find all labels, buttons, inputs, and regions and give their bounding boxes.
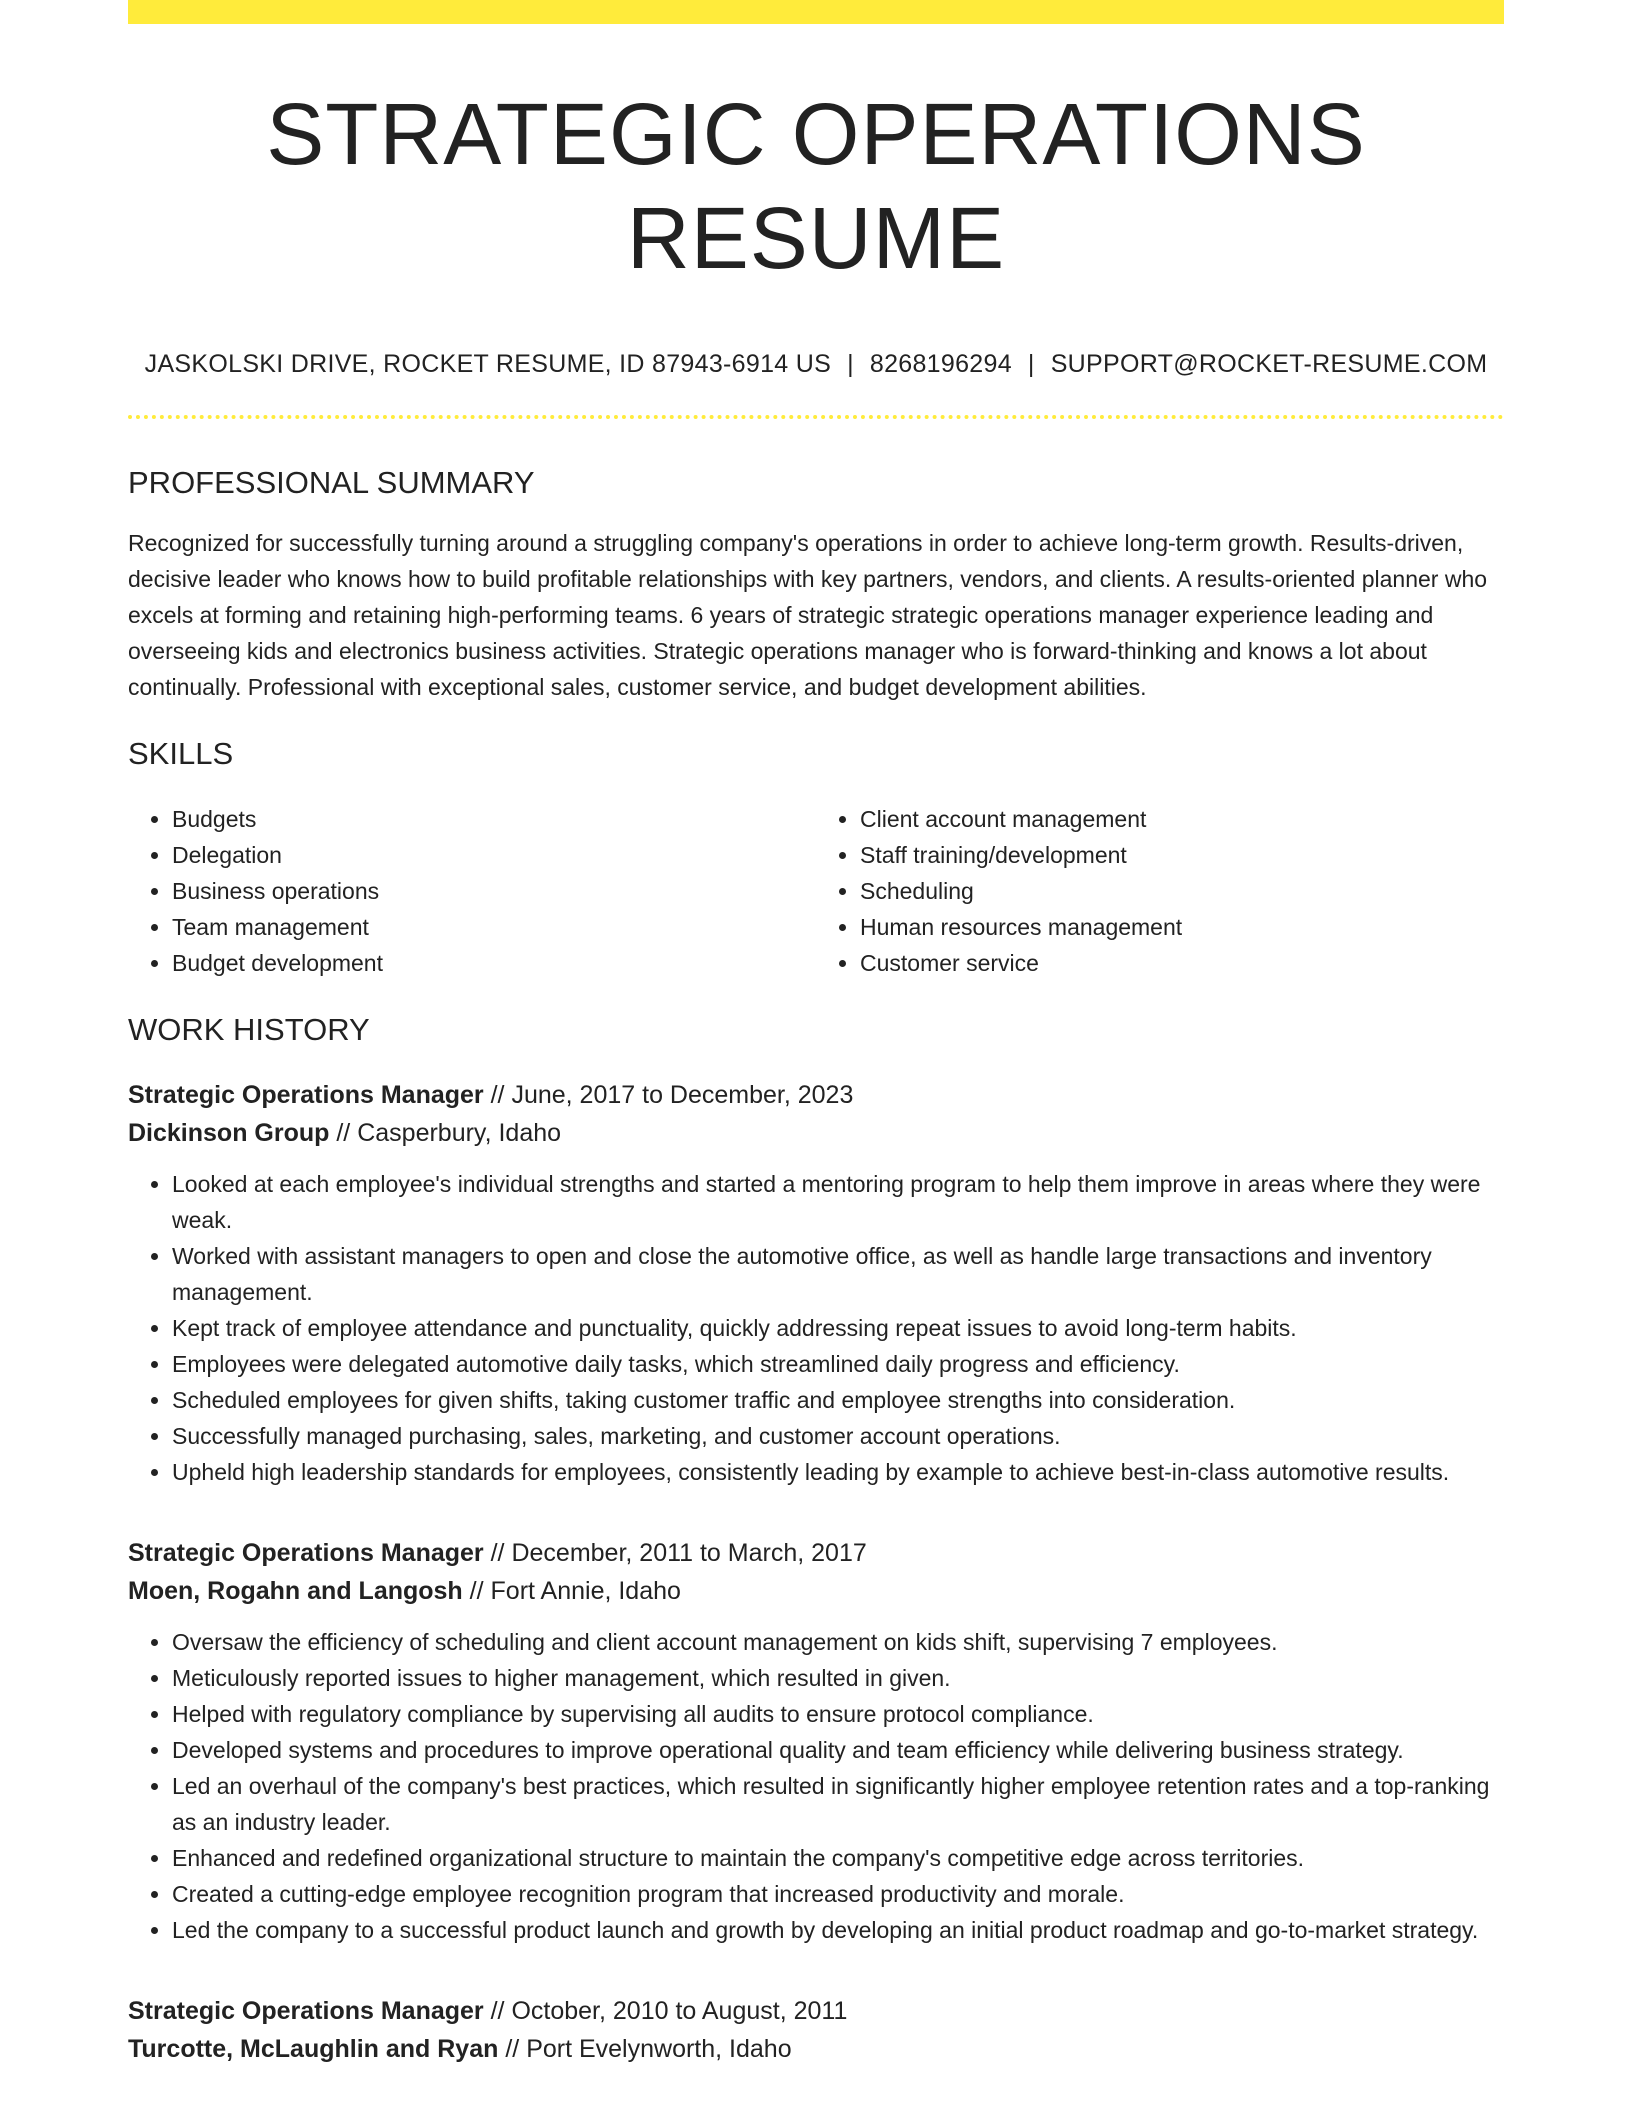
header-divider [128, 415, 1504, 419]
job-title: Strategic Operations Manager [128, 1538, 484, 1567]
job-dates: December, 2011 to March, 2017 [511, 1538, 867, 1567]
job-company: Dickinson Group [128, 1118, 330, 1147]
job-location: Casperbury, Idaho [357, 1118, 562, 1147]
job-entry [128, 1534, 1504, 1948]
skill-item: • Staff training/development [860, 837, 1504, 873]
job-title: Strategic Operations Manager [128, 1996, 484, 2025]
job-bullet: • Employees were delegated automotive daily tasks, which streamlined daily progress and efficiency. [172, 1346, 1504, 1382]
job-entry [128, 1076, 1504, 1490]
skill-item: • Scheduling [860, 873, 1504, 909]
job-dates: June, 2017 to December, 2023 [511, 1080, 854, 1109]
job-company-line [128, 1114, 1504, 1152]
skill-item: • Delegation [172, 837, 816, 873]
job-bullet: • Meticulously reported issues to higher management, which resulted in given. [172, 1660, 1504, 1696]
job-bullet: • Upheld high leadership standards for employees, consistently leading by example to achieve best-in-class automotive results. [172, 1454, 1504, 1490]
job-bullet: • Successfully managed purchasing, sales, marketing, and customer account operations. [172, 1418, 1504, 1454]
job-bullets [128, 1166, 1504, 1490]
contact-phone: 8268196294 [869, 349, 1012, 378]
job-bullet: • Enhanced and redefined organizational structure to maintain the company's competitive edge across territories. [172, 1840, 1504, 1876]
job-location: Port Evelynworth, Idaho [526, 2034, 792, 2063]
job-bullet: • Looked at each employee's individual strengths and started a mentoring program to help them improve in areas where they were weak. [172, 1166, 1504, 1238]
skill-item: • Budget development [172, 945, 816, 981]
job-bullets [128, 1624, 1504, 1948]
summary-text: Recognized for successfully turning around a struggling company's operations in order to achieve long-term growth. Results-driven, decisive leader who knows how to build profitable relationships with key partners, vendors, and clients. A results-oriented planner who excels at forming and retaining high-performing teams. 6 years of strategic strategic operations manager experience leading and overseeing kids and electronics business activities. Strategic operations manager who is forward-thinking and knows a lot about continually. Professional with exceptional sales, customer service, and budget development abilities. [128, 530, 1488, 701]
job-bullet: • Scheduled employees for given shifts, taking customer traffic and employee strengths into consideration. [172, 1382, 1504, 1418]
skills-column-right [816, 801, 1504, 981]
skills-list [128, 801, 1504, 981]
job-company: Turcotte, McLaughlin and Ryan [128, 2034, 499, 2063]
resume-title: STRATEGIC OPERATIONS RESUME [266, 86, 1366, 288]
job-title-line [128, 1534, 1504, 1572]
skill-item: • Team management [172, 909, 816, 945]
job-dates: October, 2010 to August, 2011 [511, 1996, 848, 2025]
contact-line [128, 348, 1504, 381]
job-bullet: • Helped with regulatory compliance by supervising all audits to ensure protocol compliance. [172, 1696, 1504, 1732]
job-location: Fort Annie, Idaho [490, 1576, 681, 1605]
job-separator: // [483, 1996, 512, 2025]
job-bullet: • Oversaw the efficiency of scheduling and client account management on kids shift, supervising 7 employees. [172, 1624, 1504, 1660]
top-accent-bar [128, 0, 1504, 24]
job-separator: // [462, 1576, 491, 1605]
job-separator: // [483, 1080, 512, 1109]
job-entry [128, 1992, 1504, 2068]
job-bullet: • Led an overhaul of the company's best practices, which resulted in significantly higher employee retention rates and a top-ranking as an industry leader. [172, 1768, 1504, 1840]
job-separator: // [329, 1118, 358, 1147]
contact-separator: | [1027, 349, 1035, 378]
job-title: Strategic Operations Manager [128, 1080, 484, 1109]
skill-item: • Business operations [172, 873, 816, 909]
job-bullet: • Kept track of employee attendance and punctuality, quickly addressing repeat issues to avoid long-term habits. [172, 1310, 1504, 1346]
job-separator: // [498, 2034, 527, 2063]
contact-email: SUPPORT@ROCKET-RESUME.COM [1050, 349, 1488, 378]
job-company-line [128, 2030, 1504, 2068]
job-bullet: • Led the company to a successful product launch and growth by developing an initial product roadmap and go-to-market strategy. [172, 1912, 1504, 1948]
job-bullet: • Created a cutting-edge employee recognition program that increased productivity and morale. [172, 1876, 1504, 1912]
job-title-line [128, 1992, 1504, 2030]
skills-heading: SKILLS [128, 736, 234, 772]
skill-item: • Customer service [860, 945, 1504, 981]
contact-separator: | [847, 349, 854, 378]
job-company: Moen, Rogahn and Langosh [128, 1576, 463, 1605]
skill-item: • Human resources management [860, 909, 1504, 945]
skills-column-left [128, 801, 816, 981]
contact-address: JASKOLSKI DRIVE, ROCKET RESUME, ID 87943-6914 US [144, 349, 832, 378]
work-history-heading: WORK HISTORY [128, 1011, 370, 1047]
resume-page [128, 0, 1504, 2068]
job-bullet: • Worked with assistant managers to open and close the automotive office, as well as handle large transactions and inventory management. [172, 1238, 1504, 1310]
job-separator: // [483, 1538, 512, 1567]
job-company-line [128, 1572, 1504, 1610]
skill-item: • Client account management [860, 801, 1504, 837]
summary-heading: PROFESSIONAL SUMMARY [128, 465, 535, 501]
job-bullet: • Developed systems and procedures to improve operational quality and team efficiency while delivering business strategy. [172, 1732, 1504, 1768]
job-title-line [128, 1076, 1504, 1114]
skill-item: • Budgets [172, 801, 816, 837]
